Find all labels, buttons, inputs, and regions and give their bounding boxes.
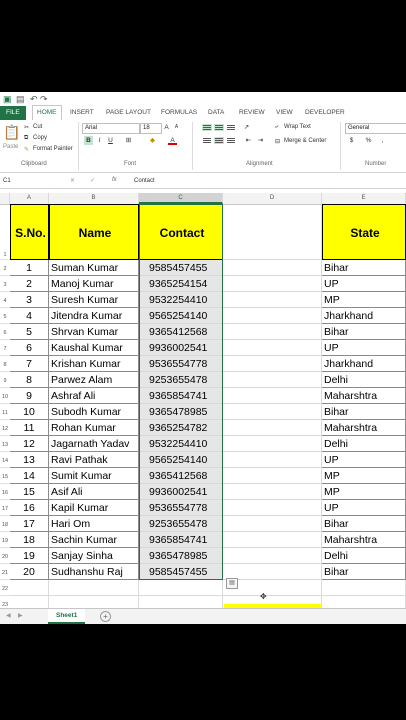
cell-state[interactable]: UP xyxy=(322,340,406,356)
cell-name[interactable]: Parwez Alam xyxy=(49,372,139,388)
row-header[interactable]: 18 xyxy=(0,516,10,532)
cell-empty[interactable] xyxy=(139,580,223,596)
cell-contact[interactable]: 9253655478 xyxy=(139,516,223,532)
cell-sno[interactable]: 6 xyxy=(10,340,49,356)
cell-empty[interactable] xyxy=(223,500,322,516)
tab-review[interactable]: REVIEW xyxy=(239,109,265,116)
cell-state[interactable]: MP xyxy=(322,292,406,308)
cell-sno[interactable]: 12 xyxy=(10,436,49,452)
cell-contact[interactable]: 9536554778 xyxy=(139,356,223,372)
header-state[interactable]: State xyxy=(322,204,406,260)
cell-empty[interactable] xyxy=(223,372,322,388)
ribbon-separator xyxy=(78,122,79,170)
title-bar xyxy=(0,92,406,106)
cell-sno[interactable]: 7 xyxy=(10,356,49,372)
cell-state[interactable]: Maharshtra xyxy=(322,420,406,436)
row-header[interactable]: 19 xyxy=(0,532,10,548)
increase-indent-icon[interactable]: ⇥ xyxy=(257,137,264,144)
row-header[interactable]: 2 xyxy=(0,260,10,276)
cell-empty[interactable] xyxy=(223,340,322,356)
ribbon-separator xyxy=(192,122,193,170)
cell-empty[interactable] xyxy=(223,388,322,404)
table-row xyxy=(10,260,406,276)
cell-sno[interactable]: 17 xyxy=(10,516,49,532)
row-header[interactable]: 12 xyxy=(0,420,10,436)
column-header-c[interactable]: C xyxy=(139,193,223,204)
cell-name[interactable]: Kapil Kumar xyxy=(49,500,139,516)
cell-sno[interactable]: 18 xyxy=(10,532,49,548)
cell-sno[interactable]: 14 xyxy=(10,468,49,484)
cell-name[interactable]: Ashraf Ali xyxy=(49,388,139,404)
paste-options-icon[interactable]: ▤ xyxy=(226,578,238,589)
tab-home[interactable]: HOME xyxy=(32,105,62,120)
cell-state[interactable]: UP xyxy=(322,276,406,292)
tab-formulas[interactable]: FORMULAS xyxy=(161,109,198,116)
cell-name[interactable]: Krishan Kumar xyxy=(49,356,139,372)
tab-view[interactable]: VIEW xyxy=(276,109,293,116)
alignment-group-label: Alignment xyxy=(246,161,273,167)
row-header[interactable]: 20 xyxy=(0,548,10,564)
clipboard-group-label: Clipboard xyxy=(21,161,47,167)
row-header[interactable]: 14 xyxy=(0,452,10,468)
sheet-tab-bar xyxy=(0,608,406,624)
cell-name[interactable]: Jagarnath Yadav xyxy=(49,436,139,452)
cell-contact[interactable]: 9365478985 xyxy=(139,548,223,564)
cell-state[interactable]: Delhi xyxy=(322,436,406,452)
align-left-icon[interactable] xyxy=(202,137,212,144)
scroll-left-icon[interactable]: ◀ xyxy=(6,613,11,619)
align-bottom-icon[interactable] xyxy=(226,124,236,131)
cell-state[interactable]: Bihar xyxy=(322,516,406,532)
wrap-text-button[interactable]: Wrap Text xyxy=(284,124,311,130)
cell-empty[interactable] xyxy=(223,324,322,340)
cell-name[interactable]: Sudhanshu Raj xyxy=(49,564,139,580)
row-header[interactable]: 4 xyxy=(0,292,10,308)
borders-icon[interactable]: ⊞ xyxy=(125,137,132,144)
cell-contact[interactable]: 9365478985 xyxy=(139,404,223,420)
column-header-d[interactable]: D xyxy=(223,193,322,204)
cell-sno[interactable]: 5 xyxy=(10,324,49,340)
cell-sno[interactable]: 1 xyxy=(10,260,49,276)
cell-sno[interactable]: 10 xyxy=(10,404,49,420)
merge-center-button[interactable]: Merge & Center xyxy=(284,138,327,144)
cursor-icon: ✥ xyxy=(260,592,267,601)
cell-state[interactable]: Jharkhand xyxy=(322,308,406,324)
copy-button[interactable]: Copy xyxy=(33,135,48,141)
cell-contact[interactable]: 9532254410 xyxy=(139,436,223,452)
formula-bar xyxy=(0,174,406,189)
paste-label[interactable]: Paste xyxy=(3,144,19,150)
cell-contact[interactable]: 9536554778 xyxy=(139,500,223,516)
undo-icon[interactable]: ↶ xyxy=(30,94,38,104)
table-row xyxy=(10,356,406,372)
row-header[interactable]: 7 xyxy=(0,340,10,356)
decrease-indent-icon[interactable]: ⇤ xyxy=(245,137,252,144)
table-row xyxy=(10,308,406,324)
merge-center-icon[interactable]: ⊟ xyxy=(275,139,281,145)
cell-sno[interactable]: 2 xyxy=(10,276,49,292)
row-header[interactable]: 6 xyxy=(0,324,10,340)
cell-contact[interactable]: 9253655478 xyxy=(139,372,223,388)
tab-insert[interactable]: INSERT xyxy=(70,109,94,116)
row-header[interactable]: 1 xyxy=(0,204,10,260)
sheet-tab-sheet1[interactable]: Sheet1 xyxy=(48,609,85,624)
cell-empty[interactable] xyxy=(223,204,322,260)
format-painter-icon[interactable]: ✎ xyxy=(24,147,30,153)
row-header[interactable]: 5 xyxy=(0,308,10,324)
table-row xyxy=(10,388,406,404)
align-top-icon[interactable] xyxy=(202,124,212,131)
table-row xyxy=(10,452,406,468)
header-name[interactable]: Name xyxy=(49,204,139,260)
copy-icon[interactable]: ⧉ xyxy=(24,135,29,141)
insert-function-button[interactable]: fx xyxy=(112,177,117,183)
ribbon-separator xyxy=(340,122,341,170)
table-row xyxy=(10,484,406,500)
align-center-icon[interactable] xyxy=(214,137,224,144)
ribbon-tabs xyxy=(0,106,406,120)
cell-contact[interactable]: 9936002541 xyxy=(139,484,223,500)
cell-sno[interactable]: 20 xyxy=(10,564,49,580)
number-format-select[interactable]: General xyxy=(345,123,406,134)
row-header[interactable]: 17 xyxy=(0,500,10,516)
row-header[interactable]: 3 xyxy=(0,276,10,292)
tab-page-layout[interactable]: PAGE LAYOUT xyxy=(106,109,151,116)
row-header[interactable]: 9 xyxy=(0,372,10,388)
column-header-a[interactable]: A xyxy=(10,193,49,204)
cell-empty[interactable] xyxy=(322,580,406,596)
excel-window xyxy=(0,92,406,624)
cell-state[interactable]: Maharshtra xyxy=(322,388,406,404)
table-row xyxy=(10,500,406,516)
tab-file[interactable]: FILE xyxy=(0,106,26,120)
table-row xyxy=(10,276,406,292)
name-box[interactable]: C1 xyxy=(3,178,11,184)
cell-state[interactable]: Bihar xyxy=(322,564,406,580)
cell-contact[interactable]: 9532254410 xyxy=(139,292,223,308)
cell-name[interactable]: Shrvan Kumar xyxy=(49,324,139,340)
comma-style-icon[interactable]: , xyxy=(381,137,384,144)
cell-name[interactable]: Sumit Kumar xyxy=(49,468,139,484)
cell-sno[interactable]: 19 xyxy=(10,548,49,564)
cell-empty[interactable] xyxy=(49,580,139,596)
table-row xyxy=(10,372,406,388)
cell-name[interactable]: Suresh Kumar xyxy=(49,292,139,308)
cell-empty[interactable] xyxy=(223,548,322,564)
underline-icon[interactable]: U xyxy=(108,137,113,144)
cell-name[interactable]: Kaushal Kumar xyxy=(49,340,139,356)
cell-state[interactable]: MP xyxy=(322,468,406,484)
cell-state[interactable]: Delhi xyxy=(322,372,406,388)
bold-icon[interactable]: B xyxy=(84,136,93,145)
row-header[interactable]: 8 xyxy=(0,356,10,372)
cell-empty[interactable] xyxy=(223,532,322,548)
cell-contact[interactable]: 9365254154 xyxy=(139,276,223,292)
row-header[interactable]: 15 xyxy=(0,468,10,484)
cell-empty[interactable] xyxy=(223,436,322,452)
table-row xyxy=(10,420,406,436)
cell-contact[interactable]: 9365854741 xyxy=(139,388,223,404)
number-group-label: Number xyxy=(365,161,387,167)
cell-empty[interactable] xyxy=(223,308,322,324)
cell-state[interactable]: Bihar xyxy=(322,260,406,276)
wrap-text-icon[interactable]: ⤶ xyxy=(275,124,279,130)
select-all-corner[interactable] xyxy=(0,193,10,204)
cell-name[interactable]: Sanjay Sinha xyxy=(49,548,139,564)
increase-font-icon[interactable]: A xyxy=(164,124,169,131)
cell-state[interactable]: UP xyxy=(322,452,406,468)
add-sheet-icon[interactable]: + xyxy=(100,611,111,622)
table-row xyxy=(10,340,406,356)
enter-icon[interactable]: ✓ xyxy=(90,178,96,184)
cell-empty[interactable] xyxy=(223,468,322,484)
cell-sno[interactable]: 4 xyxy=(10,308,49,324)
scroll-right-icon[interactable]: ▶ xyxy=(18,613,23,619)
font-group-label: Font xyxy=(124,161,137,167)
table-row xyxy=(10,564,406,580)
cell-empty[interactable] xyxy=(223,356,322,372)
row-header[interactable]: 10 xyxy=(0,388,10,404)
column-header-e[interactable]: E xyxy=(322,193,406,204)
cell-name[interactable]: Manoj Kumar xyxy=(49,276,139,292)
cell-contact[interactable]: 9565254140 xyxy=(139,452,223,468)
cell-contact[interactable]: 9365412568 xyxy=(139,324,223,340)
cell-name[interactable]: Hari Om xyxy=(49,516,139,532)
table-row xyxy=(10,468,406,484)
cell-empty[interactable] xyxy=(10,580,49,596)
cell-empty[interactable] xyxy=(223,484,322,500)
format-painter-button[interactable]: Format Painter xyxy=(33,146,73,152)
cell-contact[interactable]: 9585457455 xyxy=(139,564,223,580)
currency-button[interactable]: $ xyxy=(349,137,354,144)
table-row xyxy=(10,324,406,340)
cell-empty[interactable] xyxy=(223,260,322,276)
cell-empty[interactable] xyxy=(223,276,322,292)
cell-contact[interactable]: 9585457455 xyxy=(139,260,223,276)
cell-name[interactable]: Ravi Pathak xyxy=(49,452,139,468)
row-header[interactable]: 16 xyxy=(0,484,10,500)
font-size-select[interactable]: 18 xyxy=(140,123,162,134)
cell-name[interactable]: Rohan Kumar xyxy=(49,420,139,436)
row-header[interactable]: 11 xyxy=(0,404,10,420)
cell-empty[interactable] xyxy=(223,292,322,308)
table-row xyxy=(10,532,406,548)
table-row xyxy=(10,292,406,308)
row-header[interactable]: 13 xyxy=(0,436,10,452)
table-row xyxy=(10,404,406,420)
cell-contact[interactable]: 9365254782 xyxy=(139,420,223,436)
cell-name[interactable]: Subodh Kumar xyxy=(49,404,139,420)
cell-name[interactable]: Sachin Kumar xyxy=(49,532,139,548)
excel-logo-icon: ▣ xyxy=(3,94,12,104)
table-row xyxy=(10,516,406,532)
cell-state[interactable]: Maharshtra xyxy=(322,532,406,548)
tab-data[interactable]: DATA xyxy=(208,109,225,116)
italic-icon[interactable]: I xyxy=(98,137,101,144)
cell-sno[interactable]: 11 xyxy=(10,420,49,436)
fill-color-icon[interactable]: ◆ xyxy=(150,137,155,144)
align-middle-icon[interactable] xyxy=(214,124,224,131)
cell-contact[interactable]: 9936002541 xyxy=(139,340,223,356)
font-color-icon[interactable]: A xyxy=(168,136,177,145)
cell-state[interactable]: Jharkhand xyxy=(322,356,406,372)
header-sno[interactable]: S.No. xyxy=(10,204,49,260)
cell-state[interactable]: Bihar xyxy=(322,404,406,420)
cell-contact[interactable]: 9365412568 xyxy=(139,468,223,484)
cut-icon[interactable]: ✂ xyxy=(24,125,30,131)
table-row xyxy=(10,548,406,564)
cell-name[interactable]: Suman Kumar xyxy=(49,260,139,276)
align-right-icon[interactable] xyxy=(226,137,236,144)
cell-empty[interactable] xyxy=(223,404,322,420)
cell-sno[interactable]: 9 xyxy=(10,388,49,404)
cell-sno[interactable]: 8 xyxy=(10,372,49,388)
cell-sno[interactable]: 15 xyxy=(10,484,49,500)
cell-contact[interactable]: 9565254140 xyxy=(139,308,223,324)
redo-icon[interactable]: ↷ xyxy=(40,94,48,104)
orientation-icon[interactable]: ↗ xyxy=(243,124,250,131)
cell-empty[interactable] xyxy=(223,452,322,468)
percent-button[interactable]: % xyxy=(365,137,372,144)
header-contact[interactable]: Contact xyxy=(139,204,223,260)
tab-developer[interactable]: DEVELOPER xyxy=(305,109,345,116)
cell-state[interactable]: MP xyxy=(322,484,406,500)
row-header[interactable]: 22 xyxy=(0,580,10,596)
decrease-font-icon[interactable]: A xyxy=(174,124,179,130)
cell-state[interactable]: Delhi xyxy=(322,548,406,564)
cell-sno[interactable]: 16 xyxy=(10,500,49,516)
row-header[interactable]: 21 xyxy=(0,564,10,580)
cell-empty[interactable] xyxy=(223,420,322,436)
cancel-icon[interactable]: ✕ xyxy=(70,178,76,184)
cell-name[interactable]: Jitendra Kumar xyxy=(49,308,139,324)
cell-state[interactable]: Bihar xyxy=(322,324,406,340)
row-header[interactable]: 23 xyxy=(0,596,10,612)
cell-empty[interactable] xyxy=(223,516,322,532)
cell-contact[interactable]: 9365854741 xyxy=(139,532,223,548)
font-name-select[interactable]: Arial xyxy=(82,123,140,134)
formula-input[interactable]: Contact xyxy=(134,178,155,184)
table-row xyxy=(10,436,406,452)
cell-sno[interactable]: 3 xyxy=(10,292,49,308)
cell-sno[interactable]: 13 xyxy=(10,452,49,468)
column-header-b[interactable]: B xyxy=(49,193,139,204)
cut-button[interactable]: Cut xyxy=(33,124,43,130)
save-icon[interactable]: ▤ xyxy=(16,94,25,104)
paste-icon[interactable]: 📋 xyxy=(3,124,21,140)
cell-name[interactable]: Asif Ali xyxy=(49,484,139,500)
cell-state[interactable]: UP xyxy=(322,500,406,516)
ribbon xyxy=(0,120,406,173)
